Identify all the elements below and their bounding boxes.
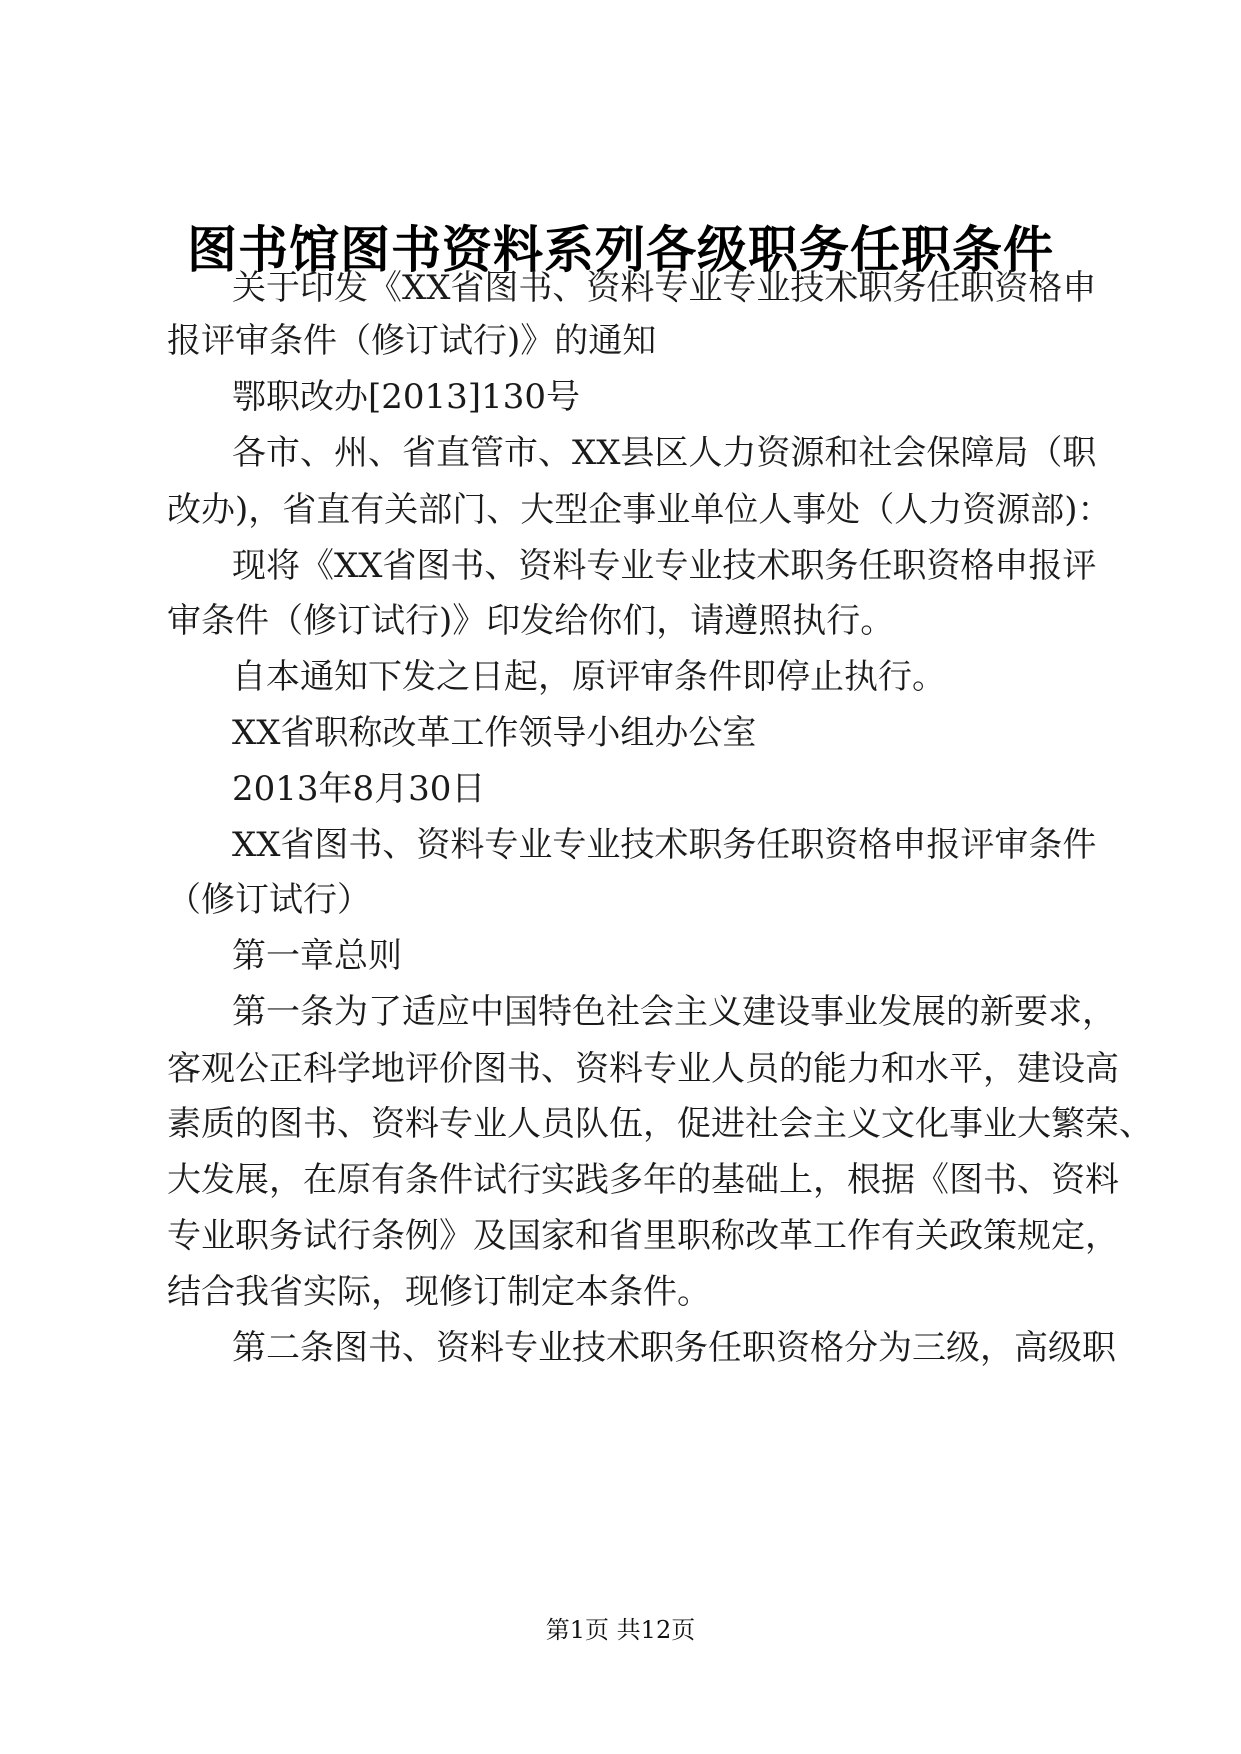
article-1-line-6: 结合我省实际，现修订制定本条件。 <box>167 1272 711 1312</box>
body-paragraph-1-line-2: 审条件（修订试行)》印发给你们，请遵照执行。 <box>167 601 895 641</box>
article-1-line-5: 专业职务试行条例》及国家和省里职称改革工作有关政策规定， <box>167 1216 1119 1256</box>
attachment-title-line-2: （修订试行） <box>167 880 371 920</box>
article-1-line-3: 素质的图书、资料专业人员队伍，促进社会主义文化事业大繁荣、 <box>167 1104 1153 1144</box>
page-number-footer: 第1页 共12页 <box>545 1616 696 1644</box>
article-1-line-2: 客观公正科学地评价图书、资料专业人员的能力和水平，建设高 <box>167 1049 1119 1089</box>
document-number: 鄂职改办[2013]130号 <box>232 377 580 417</box>
article-1-line-1: 第一条为了适应中国特色社会主义建设事业发展的新要求， <box>232 992 1116 1032</box>
chapter-heading: 第一章总则 <box>232 936 402 976</box>
issue-date: 2013年8月30日 <box>232 769 486 809</box>
article-1-line-4: 大发展，在原有条件试行实践多年的基础上，根据《图书、资料 <box>167 1160 1119 1200</box>
recipients-line-2: 改办)，省直有关部门、大型企事业单位人事处（人力资源部)： <box>167 490 1112 530</box>
body-paragraph-2: 自本通知下发之日起，原评审条件即停止执行。 <box>232 657 946 697</box>
notice-heading-line-1: 关于印发《XX省图书、资料专业专业技术职务任职资格申 <box>232 268 1097 308</box>
notice-heading-line-2: 报评审条件（修订试行)》的通知 <box>167 321 657 361</box>
body-paragraph-1-line-1: 现将《XX省图书、资料专业专业技术职务任职资格申报评 <box>232 546 1097 586</box>
document-title: 图书馆图书资料系列各级职务任职条件 <box>187 220 1054 279</box>
article-2-line-1: 第二条图书、资料专业技术职务任职资格分为三级，高级职 <box>232 1328 1116 1368</box>
recipients-line-1: 各市、州、省直管市、XX县区人力资源和社会保障局（职 <box>232 433 1097 473</box>
attachment-title-line-1: XX省图书、资料专业专业技术职务任职资格申报评审条件 <box>232 825 1097 865</box>
issuing-office: XX省职称改革工作领导小组办公室 <box>232 713 757 753</box>
